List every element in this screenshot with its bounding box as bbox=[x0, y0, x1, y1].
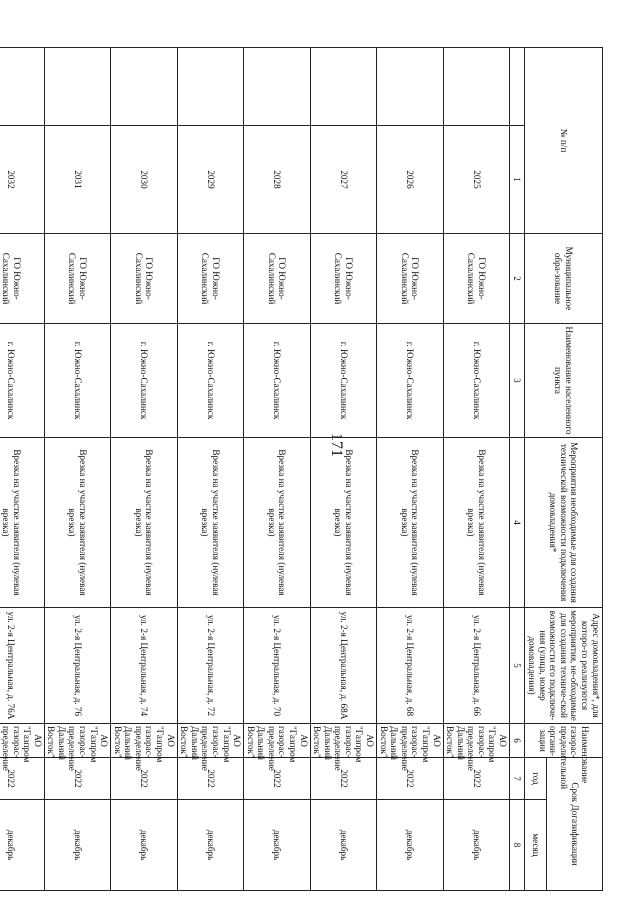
cell-year: 2022 bbox=[111, 758, 177, 800]
table-row bbox=[111, 48, 177, 891]
header-settlement: Наименование населенного пункта bbox=[525, 324, 603, 438]
cell-year: 2022 bbox=[443, 758, 509, 800]
cell-organization: АО "Газпром газорас-пределение Дальний Восток" bbox=[44, 724, 110, 758]
column-number: 1 bbox=[510, 126, 525, 234]
cell-organization: АО "Газпром газорас-пределение Дальний Восток" bbox=[310, 724, 376, 758]
header-month: месяц bbox=[525, 800, 547, 891]
cell-month: декабрь bbox=[177, 800, 243, 891]
page-number: 171 bbox=[328, 433, 345, 457]
cell-month: декабрь bbox=[377, 800, 443, 891]
cell-municipality: ГО Южно-Сахалинский bbox=[377, 234, 443, 324]
column-number-row bbox=[510, 48, 525, 891]
cell-address: ул. 2-я Центральная, д. 76 bbox=[44, 608, 110, 724]
cell-municipality: ГО Южно-Сахалинский bbox=[0, 234, 44, 324]
cell-month: декабрь bbox=[310, 800, 376, 891]
cell-year: 2022 bbox=[177, 758, 243, 800]
column-number: 6 bbox=[510, 724, 525, 758]
cell-no: 2026 bbox=[377, 126, 443, 234]
row-margin-cell bbox=[177, 48, 243, 126]
cell-address: ул. 2-я Центральная, д. 70 bbox=[244, 608, 310, 724]
cell-no: 2027 bbox=[310, 126, 376, 234]
cell-address: ул. 2-я Центральная, д. 68А bbox=[310, 608, 376, 724]
cell-no: 2029 bbox=[177, 126, 243, 234]
column-number: 2 bbox=[510, 234, 525, 324]
cell-year: 2022 bbox=[244, 758, 310, 800]
header-no: № п/п bbox=[525, 48, 603, 234]
cell-no: 2030 bbox=[111, 126, 177, 234]
cell-settlement: г. Южно-Сахалинск bbox=[111, 324, 177, 438]
cell-settlement: г. Южно-Сахалинск bbox=[244, 324, 310, 438]
cell-settlement: г. Южно-Сахалинск bbox=[0, 324, 44, 438]
row-margin-cell bbox=[377, 48, 443, 126]
cell-measures: Врезка на участке заявителя (нулевая врезка) bbox=[377, 438, 443, 608]
cell-year: 2022 bbox=[310, 758, 376, 800]
cell-measures: Врезка на участке заявителя (нулевая врезка) bbox=[310, 438, 376, 608]
cell-no: 2032 bbox=[0, 126, 44, 234]
cell-measures: Врезка на участке заявителя (нулевая врезка) bbox=[244, 438, 310, 608]
cell-municipality: ГО Южно-Сахалинский bbox=[177, 234, 243, 324]
header-measures: Мероприятия необходимые для создания технической возможности подключения домовладения* bbox=[525, 438, 603, 608]
cell-settlement: г. Южно-Сахалинск bbox=[44, 324, 110, 438]
table-header bbox=[525, 48, 603, 891]
cell-month: декабрь bbox=[443, 800, 509, 891]
cell-settlement: г. Южно-Сахалинск bbox=[377, 324, 443, 438]
row-margin-cell bbox=[111, 48, 177, 126]
column-number-blank bbox=[510, 48, 525, 126]
cell-measures: Врезка на участке заявителя (нулевая врезка) bbox=[0, 438, 44, 608]
cell-address: ул. 2-я Центральная, д. 66 bbox=[443, 608, 509, 724]
table-row bbox=[44, 48, 110, 891]
cell-address: ул. 2-я Центральная, д. 74 bbox=[111, 608, 177, 724]
cell-settlement: г. Южно-Сахалинск bbox=[177, 324, 243, 438]
cell-month: декабрь bbox=[244, 800, 310, 891]
cell-month: декабрь bbox=[111, 800, 177, 891]
header-municipality: Муниципальное обра-зование bbox=[525, 234, 603, 324]
cell-no: 2031 bbox=[44, 126, 110, 234]
table-row bbox=[377, 48, 443, 891]
cell-address: ул. 2-я Центральная, д. 76А bbox=[0, 608, 44, 724]
cell-organization: АО "Газпром газорас-пределение bbox=[0, 724, 44, 758]
cell-settlement: г. Южно-Сахалинск bbox=[443, 324, 509, 438]
table-body bbox=[0, 48, 525, 891]
table-row bbox=[0, 48, 44, 891]
cell-organization: АО "Газпром газорас-пределение Дальний Восток" bbox=[177, 724, 243, 758]
cell-no: 2025 bbox=[443, 126, 509, 234]
header-organization: Наименование газорас-пределительной органи-зации bbox=[525, 724, 603, 758]
cell-year: 2022 bbox=[377, 758, 443, 800]
rotated-table-container bbox=[0, 47, 603, 890]
table-row bbox=[177, 48, 243, 891]
column-number: 5 bbox=[510, 608, 525, 724]
table-row bbox=[244, 48, 310, 891]
column-number: 7 bbox=[510, 758, 525, 800]
cell-measures: Врезка на участке заявителя (нулевая врезка) bbox=[177, 438, 243, 608]
document-sheet bbox=[0, 47, 603, 890]
cell-organization: АО "Газпром газорас-пределение Дальний Восток" bbox=[244, 724, 310, 758]
cell-municipality: ГО Южно-Сахалинский bbox=[111, 234, 177, 324]
cell-measures: Врезка на участке заявителя (нулевая врезка) bbox=[111, 438, 177, 608]
cell-year: 2022 bbox=[0, 758, 44, 800]
cell-organization: АО "Газпром газорас-пределение Дальний Восток" bbox=[111, 724, 177, 758]
cell-month: декабрь bbox=[44, 800, 110, 891]
cell-municipality: ГО Южно-Сахалинский bbox=[244, 234, 310, 324]
table-row bbox=[310, 48, 376, 891]
cell-measures: Врезка на участке заявителя (нулевая врезка) bbox=[443, 438, 509, 608]
row-margin-cell bbox=[310, 48, 376, 126]
gasification-table bbox=[0, 47, 603, 891]
row-margin-cell bbox=[244, 48, 310, 126]
row-margin-cell bbox=[443, 48, 509, 126]
row-margin-cell bbox=[0, 48, 44, 126]
row-margin-cell bbox=[44, 48, 110, 126]
cell-settlement: г. Южно-Сахалинск bbox=[310, 324, 376, 438]
cell-address: ул. 2-я Центральная, д. 68 bbox=[377, 608, 443, 724]
cell-measures: Врезка на участке заявителя (нулевая врезка) bbox=[44, 438, 110, 608]
header-term: Срок Догазификации bbox=[547, 758, 603, 891]
cell-year: 2022 bbox=[44, 758, 110, 800]
table-row bbox=[443, 48, 509, 891]
cell-address: ул. 2-я Центральная, д. 72 bbox=[177, 608, 243, 724]
column-number: 3 bbox=[510, 324, 525, 438]
column-number: 4 bbox=[510, 438, 525, 608]
cell-organization: АО "Газпром газорас-пределение Дальний Восток" bbox=[443, 724, 509, 758]
header-year: год bbox=[525, 758, 547, 800]
cell-municipality: ГО Южно-Сахалинский bbox=[44, 234, 110, 324]
header-address: Адрес домовладения*, для которо-го реализуются мероприятия, не-обходимые для создания техниче-ской возможности его подключе-ния (улица, номер домовладения) bbox=[525, 608, 603, 724]
cell-month: декабрь bbox=[0, 800, 44, 891]
cell-municipality: ГО Южно-Сахалинский bbox=[310, 234, 376, 324]
cell-municipality: ГО Южно-Сахалинский bbox=[443, 234, 509, 324]
column-number: 8 bbox=[510, 800, 525, 891]
cell-organization: АО "Газпром газорас-пределение Дальний Восток" bbox=[377, 724, 443, 758]
cell-no: 2028 bbox=[244, 126, 310, 234]
